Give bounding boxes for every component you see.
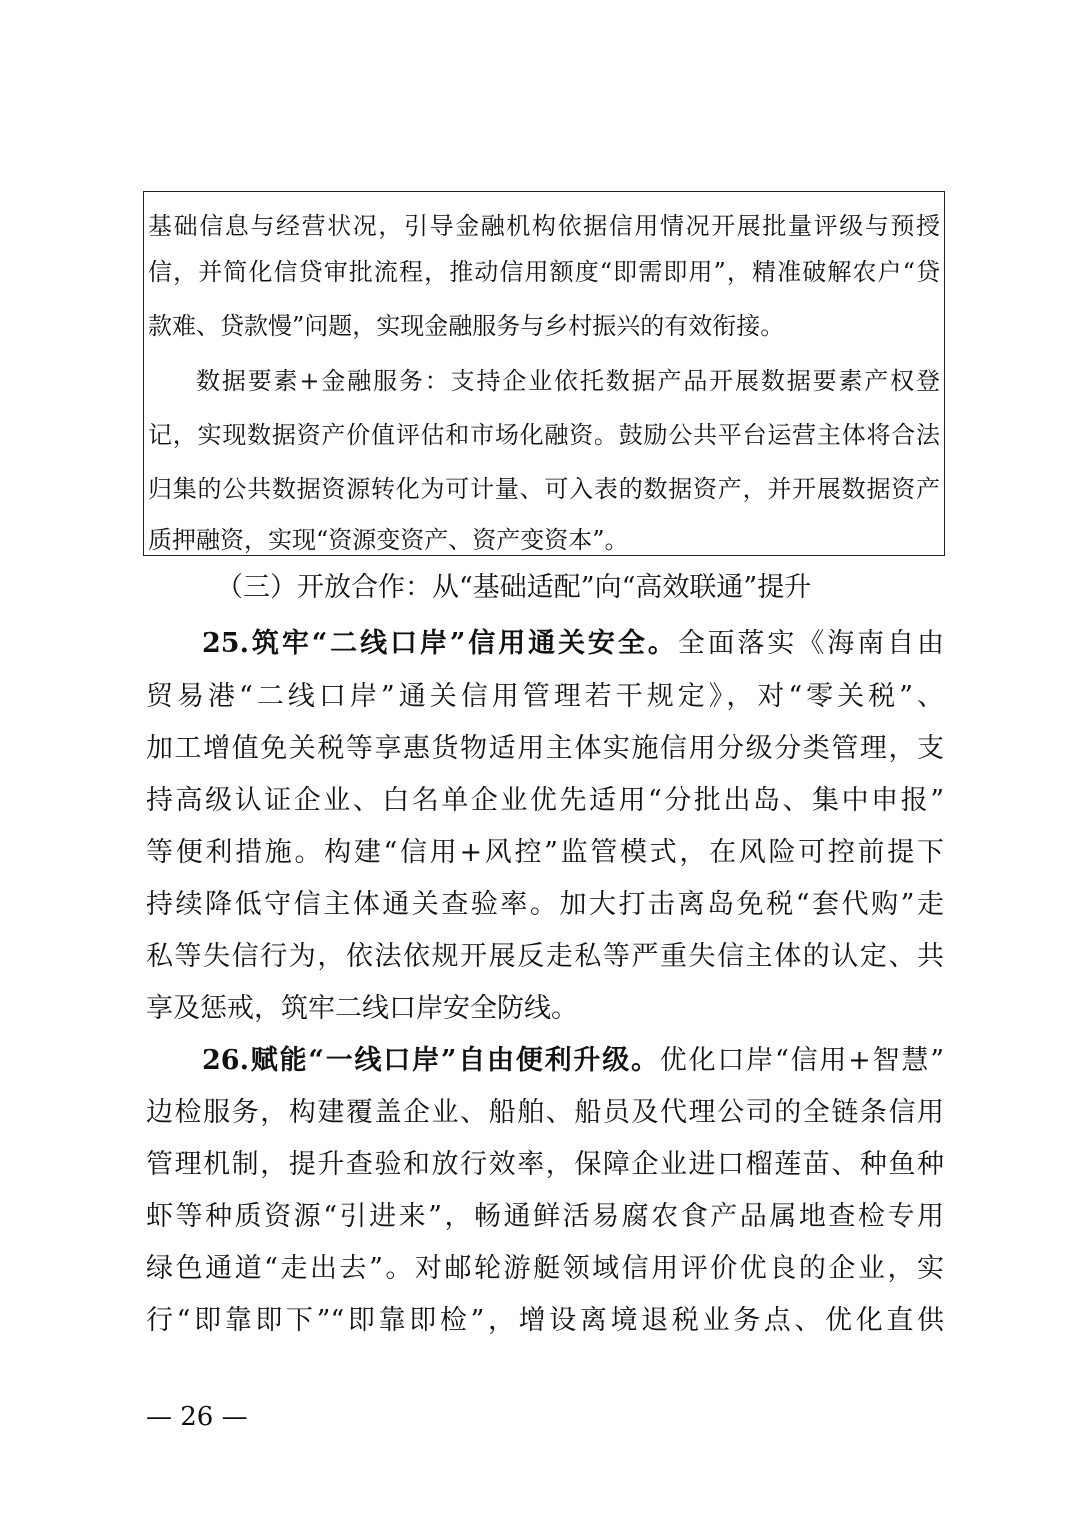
box-line: 信，并简化信贷审批流程，推动信用额度“即需即用”，精准破解农户“贷 — [148, 258, 940, 286]
item25-line: 享及惩戒，筑牢二线口岸安全防线。 — [146, 993, 578, 1024]
item25-first-line — [202, 626, 944, 662]
highlight-box — [143, 191, 945, 556]
box-line: 归集的公共数据资源转化为可计量、可入表的数据资产，并开展数据资产 — [148, 475, 940, 503]
item25-line: 等便利措施。构建“信用+风控”监管模式，在风险可控前提下 — [146, 837, 944, 868]
item26-first-line — [202, 1043, 944, 1079]
item25-line: 加工增值免关税等享惠货物适用主体实施信用分级分类管理，支 — [146, 733, 944, 764]
box-line: 质押融资，实现“资源变资产、资产变资本”。 — [148, 526, 629, 554]
item26-number: 26. — [202, 1045, 249, 1076]
page-number: — 26 — — [146, 1402, 248, 1432]
item26-line: 管理机制，提升查验和放行效率，保障企业进口榴莲苗、种鱼种 — [146, 1149, 944, 1180]
item26-line: 虾等种质资源“引进来”，畅通鲜活易腐农食产品属地查检专用 — [146, 1201, 944, 1232]
item26-line: 绿色通道“走出去”。对邮轮游艇领域信用评价优良的企业，实 — [146, 1253, 944, 1284]
box-line: 数据要素+金融服务：支持企业依托数据产品开展数据要素产权登 — [196, 367, 940, 395]
box-line: 记，实现数据资产价值评估和市场化融资。鼓励公共平台运营主体将合法 — [148, 421, 940, 449]
item25-lead: 筑牢“二线口岸”信用通关安全。 — [248, 628, 678, 659]
item25-line: 持高级认证企业、白名单企业优先适用“分批出岛、集中申报” — [146, 785, 944, 816]
box-line: 款难、贷款慢”问题，实现金融服务与乡村振兴的有效衔接。 — [148, 312, 785, 340]
item26-line: 边检服务，构建覆盖企业、船舶、船员及代理公司的全链条信用 — [146, 1097, 944, 1128]
item25-line: 持续降低守信主体通关查验率。加大打击离岛免税“套代购”走 — [146, 889, 944, 920]
item25-first-rest: 全面落实《海南自由 — [677, 628, 945, 659]
section-heading: （三）开放合作：从“基础适配”向“高效联通”提升 — [216, 572, 812, 603]
item25-number: 25. — [202, 628, 249, 659]
item25-line: 贸易港“二线口岸”通关信用管理若干规定》，对“零关税”、 — [146, 681, 944, 712]
item26-line: 行“即靠即下”“即靠即检”，增设离境退税业务点、优化直供 — [146, 1305, 944, 1336]
item26-first-rest: 优化口岸“信用+智慧” — [659, 1045, 944, 1076]
box-line: 基础信息与经营状况，引导金融机构依据信用情况开展批量评级与预授 — [148, 212, 940, 240]
item25-line: 私等失信行为，依法依规开展反走私等严重失信主体的认定、共 — [146, 941, 944, 972]
item26-lead: 赋能“一线口岸”自由便利升级。 — [248, 1045, 660, 1076]
